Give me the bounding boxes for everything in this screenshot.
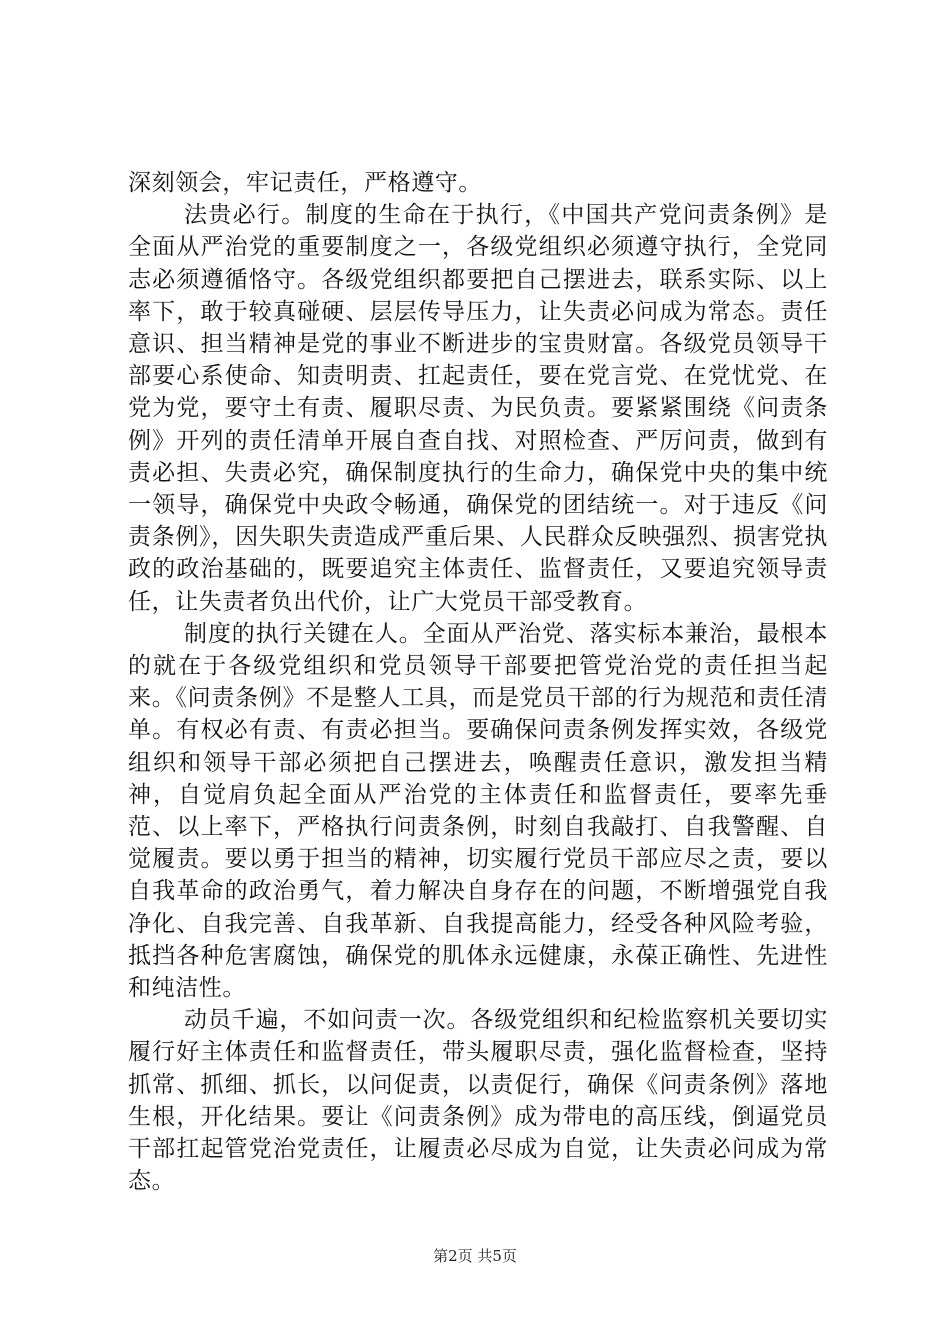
paragraph-continuation: 深刻领会，牢记责任，严格遵守。: [128, 170, 482, 196]
paragraph-enforcement-key-is-people: 制度的执行关键在人。全面从严治党、落实标本兼治，最根本的就在于各级党组织和党员领导干部要把管党治党的责任担当起来。《问责条例》不是整人工具，而是党员干部的行为规范和责任清单。有权必有责、有责必担当。要确保问责条例发挥实效，各级党组织和领导干部必须把自己摆进去，唤醒责任意识，激发担当精神，自觉肩负起全面从严治党的主体责任和监督责任，要率先垂范、以上率下，严格执行问责条例，时刻自我敲打、自我警醒、自觉履责。要以勇于担当的精神，切实履行党员干部应尽之责，要以自我革命的政治勇气，着力解决自身存在的问题，不断增强党自我净化、自我完善、自我革新、自我提高能力，经受各种风险考验，抵挡各种危害腐蚀，确保党的肌体永远健康，永葆正确性、先进性和纯洁性。: [128, 620, 828, 1002]
page-number-footer: 第2页 共5页: [433, 1247, 517, 1265]
document-body: [128, 167, 828, 1198]
paragraph-accountability-once: 动员千遍，不如问责一次。各级党组织和纪检监察机关要切实履行好主体责任和监督责任，带头履职尽责，强化监督检查，坚持抓常、抓细、抓长，以问促责，以责促行，确保《问责条例》落地生根，开化结果。要让《问责条例》成为带电的高压线，倒逼党员干部扛起管党治党责任，让履责必尽成为自觉，让失责必问成为常态。: [128, 1007, 828, 1195]
paragraph-law-must-be-enforced: 法贵必行。制度的生命在于执行，《中国共产党问责条例》是全面从严治党的重要制度之一，各级党组织必须遵守执行，全党同志必须遵循恪守。各级党组织都要把自己摆进去，联系实际、以上率下，敢于较真碰硬、层层传导压力，让失责必问成为常态。责任意识、担当精神是党的事业不断进步的宝贵财富。各级党员领导干部要心系使命、知责明责、扛起责任，要在党言党、在党忧党、在党为党，要守土有责、履职尽责、为民负责。要紧紧围绕《问责条例》开列的责任清单开展自查自找、对照检查、严厉问责，做到有责必担、失责必究，确保制度执行的生命力，确保党中央的集中统一领导，确保党中央政令畅通，确保党的团结统一。对于违反《问责条例》，因失职失责造成严重后果、人民群众反映强烈、损害党执政的政治基础的，既要追究主体责任、监督责任，又要追究领导责任，让失责者负出代价，让广大党员干部受教育。: [128, 202, 828, 615]
